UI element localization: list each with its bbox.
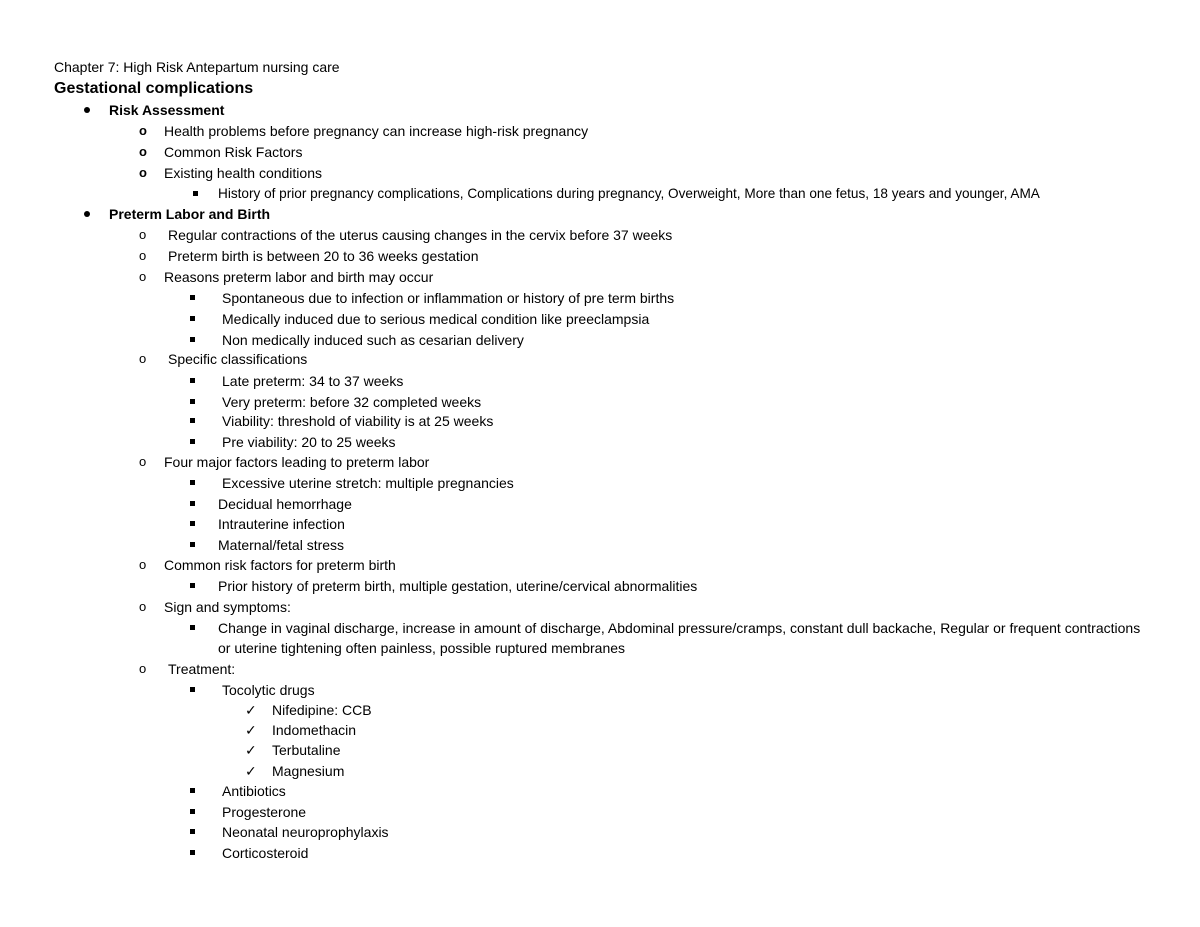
list-item-text: Preterm birth is between 20 to 36 weeks gestation: [168, 248, 479, 264]
square-bullet-icon: [190, 521, 195, 526]
square-bullet-icon: [190, 295, 195, 300]
check-icon: ✓: [245, 722, 257, 738]
list-item-text: Viability: threshold of viability is at 25 weeks: [222, 413, 494, 429]
square-bullet-icon: [190, 829, 195, 834]
list-item-text: Treatment:: [168, 661, 236, 677]
disc-bullet-icon: [84, 211, 90, 217]
square-bullet-icon: [190, 687, 195, 692]
o-bullet-icon: o: [139, 269, 147, 284]
list-item-text: Existing health conditions: [164, 165, 322, 181]
list-item-text: Change in vaginal discharge, increase in amount of discharge, Abdominal pressure/cramps, constant dull backache, Regular or frequent contractions or uterine tightening often painless, possible ruptured membranes: [218, 620, 1141, 656]
square-bullet-icon: [190, 378, 195, 383]
square-bullet-icon: [190, 480, 195, 485]
o-bullet-icon: o: [139, 144, 147, 159]
list-item-text: Specific classifications: [168, 351, 308, 367]
list-item-text: Medically induced due to serious medical condition like preeclampsia: [222, 311, 650, 327]
list-item-text: Spontaneous due to infection or inflammation or history of pre term births: [222, 290, 675, 306]
o-bullet-icon: o: [139, 557, 147, 572]
list-item-text: Health problems before pregnancy can increase high-risk pregnancy: [164, 123, 589, 139]
o-bullet-icon: o: [139, 454, 147, 469]
o-bullet-icon: o: [139, 165, 147, 180]
list-item-text: Nifedipine: CCB: [272, 702, 372, 718]
list-item-text: Common Risk Factors: [164, 144, 303, 160]
square-bullet-icon: [190, 809, 195, 814]
square-bullet-icon: [190, 418, 195, 423]
list-item-text: Regular contractions of the uterus causing changes in the cervix before 37 weeks: [168, 227, 673, 243]
list-item-text: Common risk factors for preterm birth: [164, 557, 396, 573]
preterm-heading: Preterm Labor and Birth: [109, 206, 271, 222]
list-item-text: Progesterone: [222, 804, 307, 820]
square-bullet-icon: [190, 583, 195, 588]
o-bullet-icon: o: [139, 227, 147, 242]
square-bullet-icon: [190, 625, 195, 630]
list-item-text: Corticosteroid: [222, 845, 309, 861]
list-item-text: Indomethacin: [272, 722, 357, 738]
square-bullet-icon: [190, 850, 195, 855]
list-item-text: History of prior pregnancy complications, Complications during pregnancy, Overweight, More than one fetus, 18 years and younger, AMA: [218, 186, 1040, 201]
square-bullet-icon: [190, 501, 195, 506]
check-icon: ✓: [245, 702, 257, 718]
square-bullet-icon: [190, 542, 195, 547]
square-bullet-icon: [190, 316, 195, 321]
list-item-text: Tocolytic drugs: [222, 682, 315, 698]
square-bullet-icon: [190, 399, 195, 404]
list-item-text: Maternal/fetal stress: [218, 537, 345, 553]
check-icon: ✓: [245, 763, 257, 779]
o-bullet-icon: o: [139, 248, 147, 263]
section-title: Gestational complications: [54, 80, 254, 97]
list-item-text: Reasons preterm labor and birth may occur: [164, 269, 434, 285]
list-item-text: Prior history of preterm birth, multiple gestation, uterine/cervical abnormalities: [218, 578, 698, 594]
list-item-text: Magnesium: [272, 763, 345, 779]
square-bullet-icon: [190, 337, 195, 342]
list-item-text: Sign and symptoms:: [164, 599, 291, 615]
chapter-heading: Chapter 7: High Risk Antepartum nursing care: [54, 59, 340, 75]
list-item-text: Terbutaline: [272, 742, 341, 758]
square-bullet-icon: [190, 788, 195, 793]
risk-heading: Risk Assessment: [109, 102, 225, 118]
list-item-text: Pre viability: 20 to 25 weeks: [222, 434, 396, 450]
list-item-text: Antibiotics: [222, 783, 286, 799]
square-bullet-icon: [190, 439, 195, 444]
list-item-text: Non medically induced such as cesarian delivery: [222, 332, 524, 348]
o-bullet-icon: o: [139, 599, 147, 614]
o-bullet-icon: o: [139, 351, 147, 366]
list-item-text: Decidual hemorrhage: [218, 496, 352, 512]
list-item-text: Excessive uterine stretch: multiple pregnancies: [222, 475, 514, 491]
check-icon: ✓: [245, 742, 257, 758]
square-bullet-icon: [193, 191, 198, 196]
list-item-text: Four major factors leading to preterm labor: [164, 454, 430, 470]
list-item-text: Intrauterine infection: [218, 516, 345, 532]
list-item-text: Neonatal neuroprophylaxis: [222, 824, 389, 840]
list-item-text: Very preterm: before 32 completed weeks: [222, 394, 482, 410]
o-bullet-icon: o: [139, 661, 147, 676]
o-bullet-icon: o: [139, 123, 147, 138]
list-item-text: Late preterm: 34 to 37 weeks: [222, 373, 404, 389]
disc-bullet-icon: [84, 107, 90, 113]
